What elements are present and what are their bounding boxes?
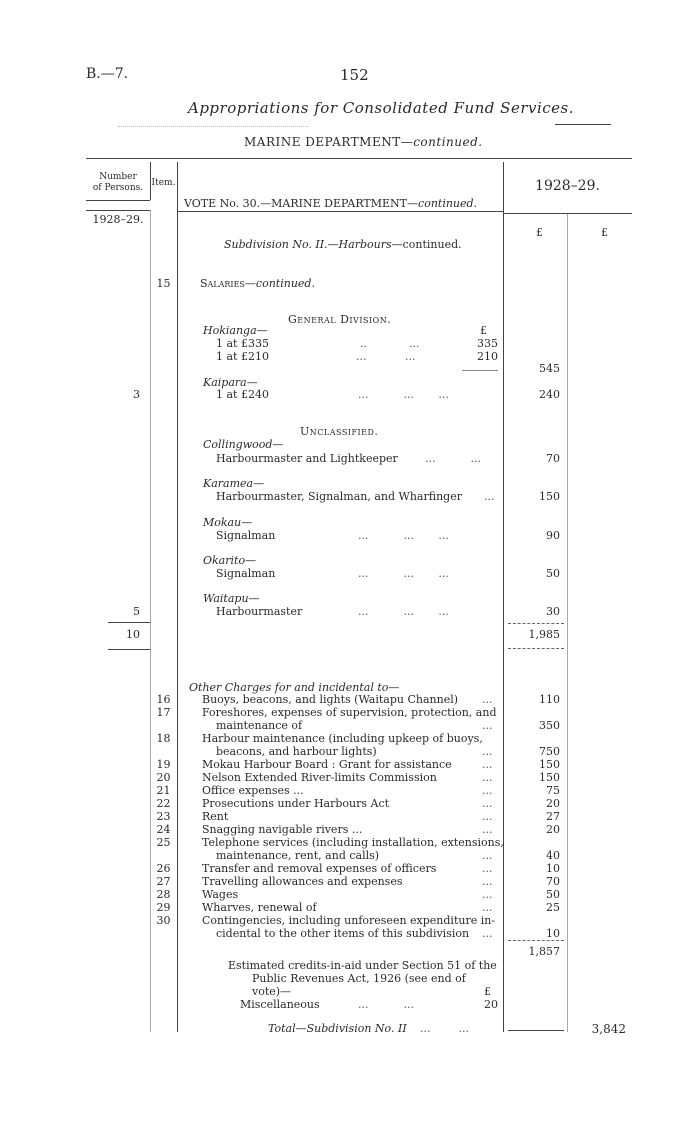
charge-description: Harbour maintenance (including upkeep of buoys,: [202, 732, 483, 745]
amount: 545: [539, 362, 560, 375]
grand-total: 3,842: [591, 1022, 626, 1036]
leader-dots: .. ...: [360, 337, 420, 350]
page-ref: B.—7.: [86, 66, 129, 82]
credits-text: Estimated credits-in-aid under Section 51 of the: [228, 959, 497, 972]
leader-dots: ... ...: [420, 1022, 469, 1035]
item-number: 20: [156, 771, 171, 784]
charge-description: cidental to the other items of this subdivision: [216, 927, 470, 940]
charge-description: Office expenses ...: [202, 784, 304, 797]
sum-rule: [508, 1030, 564, 1031]
leader-dots: ...: [482, 771, 493, 784]
sum-rule: [508, 940, 564, 941]
item-number: 27: [156, 875, 171, 888]
leader-dots: ... ... ...: [358, 529, 449, 542]
sum-rule: [462, 370, 498, 371]
header-rule: [86, 200, 150, 201]
charge-description: Telephone services (including installation, extensions,: [202, 836, 504, 849]
amount: 50: [546, 888, 560, 901]
sum-rule: [108, 649, 150, 650]
page-title: Appropriations for Consolidated Fund Services.: [188, 99, 575, 117]
amount: 350: [539, 719, 560, 732]
credits-text: Public Revenues Act, 1926 (see end of: [252, 972, 466, 985]
pound-sign: £: [484, 985, 491, 998]
amount: 150: [539, 771, 560, 784]
leader-dots: ...: [482, 901, 493, 914]
item-number: 26: [156, 862, 171, 875]
item-number: 18: [156, 732, 171, 745]
leader-dots: ...: [482, 875, 493, 888]
vote-heading: VOTE No. 30.—MARINE DEPARTMENT—continued.: [184, 197, 478, 210]
leader-dots: ...: [482, 758, 493, 771]
sum-rule: [508, 648, 564, 649]
amount: 90: [546, 529, 560, 542]
place-name: Mokau—: [203, 516, 253, 529]
item-number: 24: [156, 823, 171, 836]
col-rule: [503, 162, 504, 1032]
item-number: 23: [156, 810, 171, 823]
charge-description: Contingencies, including unforeseen expenditure in-: [202, 914, 496, 927]
leader-dots: ... ... ...: [358, 388, 449, 401]
leader-dots: ...: [484, 490, 495, 503]
amount: 110: [539, 693, 560, 706]
leader-dots: ... ... ...: [358, 605, 449, 618]
leader-dots: ...: [482, 745, 493, 758]
pound-sign: £: [536, 226, 543, 239]
leader-dots: ... ... ...: [358, 567, 449, 580]
role-label: Harbourmaster, Signalman, and Wharfinger: [216, 490, 462, 503]
item-number: 30: [156, 914, 171, 927]
role-label: Harbourmaster and Lightkeeper: [216, 452, 398, 465]
leader-dots: ...: [482, 797, 493, 810]
leader-dots: ...: [482, 810, 493, 823]
charge-description: Snagging navigable rivers ...: [202, 823, 363, 836]
pound-sign: £: [480, 324, 487, 337]
leader-dots: ... ...: [425, 452, 481, 465]
item-number: 19: [156, 758, 171, 771]
place-name: Collingwood—: [203, 438, 284, 451]
amount: 70: [546, 452, 560, 465]
amount: 70: [546, 875, 560, 888]
amount: 10: [546, 927, 560, 940]
credits-text: vote)—: [252, 985, 292, 998]
amount: 240: [539, 388, 560, 401]
divider: [555, 124, 611, 125]
divider: [118, 126, 308, 127]
charge-description: Wages: [202, 888, 239, 901]
misc-value: 20: [484, 998, 498, 1011]
charge-description: Foreshores, expenses of supervision, protection, and: [202, 706, 497, 719]
item-number: 29: [156, 901, 171, 914]
amount: 150: [539, 758, 560, 771]
misc-label: Miscellaneous: [240, 998, 320, 1011]
amount: 50: [546, 567, 560, 580]
charge-description: Transfer and removal expenses of officers: [202, 862, 437, 875]
col-rule: [567, 214, 568, 1032]
charge-description: Buoys, beacons, and lights (Waitapu Channel): [202, 693, 459, 706]
role-label: Harbourmaster: [216, 605, 303, 618]
rate-value: 335: [477, 337, 498, 350]
charge-description: Travelling allowances and expenses: [202, 875, 403, 888]
header-rule: [503, 213, 632, 214]
leader-dots: ...: [482, 823, 493, 836]
table-top-rule: [86, 158, 632, 159]
leader-dots: ...: [482, 693, 493, 706]
place-name: Waitapu—: [203, 592, 260, 605]
leader-dots: ...: [482, 849, 493, 862]
col-head-item: Item.: [151, 178, 176, 188]
amount: 25: [546, 901, 560, 914]
leader-dots: ...: [482, 862, 493, 875]
leader-dots: ... ...: [358, 998, 414, 1011]
sum-rule: [108, 622, 150, 623]
pound-sign: £: [601, 226, 608, 239]
other-charges-total: 1,857: [528, 945, 560, 958]
leader-dots: ...: [482, 927, 493, 940]
salaries-heading: Salaries—continued.: [200, 277, 315, 290]
charge-description: beacons, and harbour lights): [216, 745, 377, 758]
rate-label: 1 at £335: [216, 337, 269, 350]
col-head-persons-2: of Persons.: [92, 183, 144, 193]
item-number: 28: [156, 888, 171, 901]
department-heading: MARINE DEPARTMENT—continued.: [244, 135, 483, 149]
item-number: 21: [156, 784, 171, 797]
general-division-heading: General Division.: [288, 313, 392, 326]
charge-description: maintenance of: [216, 719, 303, 732]
item-number: 15: [156, 277, 171, 290]
place-name: Hokianga—: [203, 324, 268, 337]
charge-description: Rent: [202, 810, 229, 823]
amount: 150: [539, 490, 560, 503]
place-name: Kaipara—: [203, 376, 258, 389]
role-label: Signalman: [216, 529, 276, 542]
leader-dots: ... ...: [356, 350, 416, 363]
col-head-persons-1: Number: [99, 172, 137, 182]
place-name: Karamea—: [203, 477, 265, 490]
header-rule: [177, 211, 503, 212]
charge-description: Wharves, renewal of: [202, 901, 317, 914]
amount: 27: [546, 810, 560, 823]
persons-count: 5: [133, 605, 140, 618]
charge-description: Mokau Harbour Board : Grant for assistance: [202, 758, 452, 771]
rate-label: 1 at £210: [216, 350, 269, 363]
salaries-total: 1,985: [528, 628, 560, 641]
other-charges-heading: Other Charges for and incidental to—: [189, 681, 400, 694]
unclassified-heading: Unclassified.: [300, 425, 379, 438]
charge-description: maintenance, rent, and calls): [216, 849, 380, 862]
amount: 40: [546, 849, 560, 862]
col-rule: [177, 162, 178, 1032]
sum-rule: [508, 623, 564, 624]
page-number: 152: [340, 66, 369, 84]
amount: 750: [539, 745, 560, 758]
col-head-year: 1928–29.: [535, 178, 600, 194]
amount: 10: [546, 862, 560, 875]
leader-dots: ...: [482, 719, 493, 732]
place-name: Okarito—: [203, 554, 257, 567]
amount: 20: [546, 797, 560, 810]
role-label: Signalman: [216, 567, 276, 580]
amount: 20: [546, 823, 560, 836]
rate-label: 1 at £240: [216, 388, 269, 401]
total-label: Total—Subdivision No. II: [268, 1022, 407, 1035]
header-rule: [86, 210, 150, 211]
item-number: 25: [156, 836, 171, 849]
amount: 30: [546, 605, 560, 618]
charge-description: Nelson Extended River-limits Commission: [202, 771, 437, 784]
item-number: 16: [156, 693, 171, 706]
persons-count: 3: [133, 388, 140, 401]
leader-dots: ...: [482, 888, 493, 901]
rate-value: 210: [477, 350, 498, 363]
subdivision-heading: Subdivision No. II.—Harbours—continued.: [224, 238, 462, 251]
item-number: 17: [156, 706, 171, 719]
item-number: 22: [156, 797, 171, 810]
charge-description: Prosecutions under Harbours Act: [202, 797, 390, 810]
leader-dots: ...: [482, 784, 493, 797]
persons-year: 1928–29.: [92, 213, 144, 226]
amount: 75: [546, 784, 560, 797]
persons-total: 10: [126, 628, 140, 641]
